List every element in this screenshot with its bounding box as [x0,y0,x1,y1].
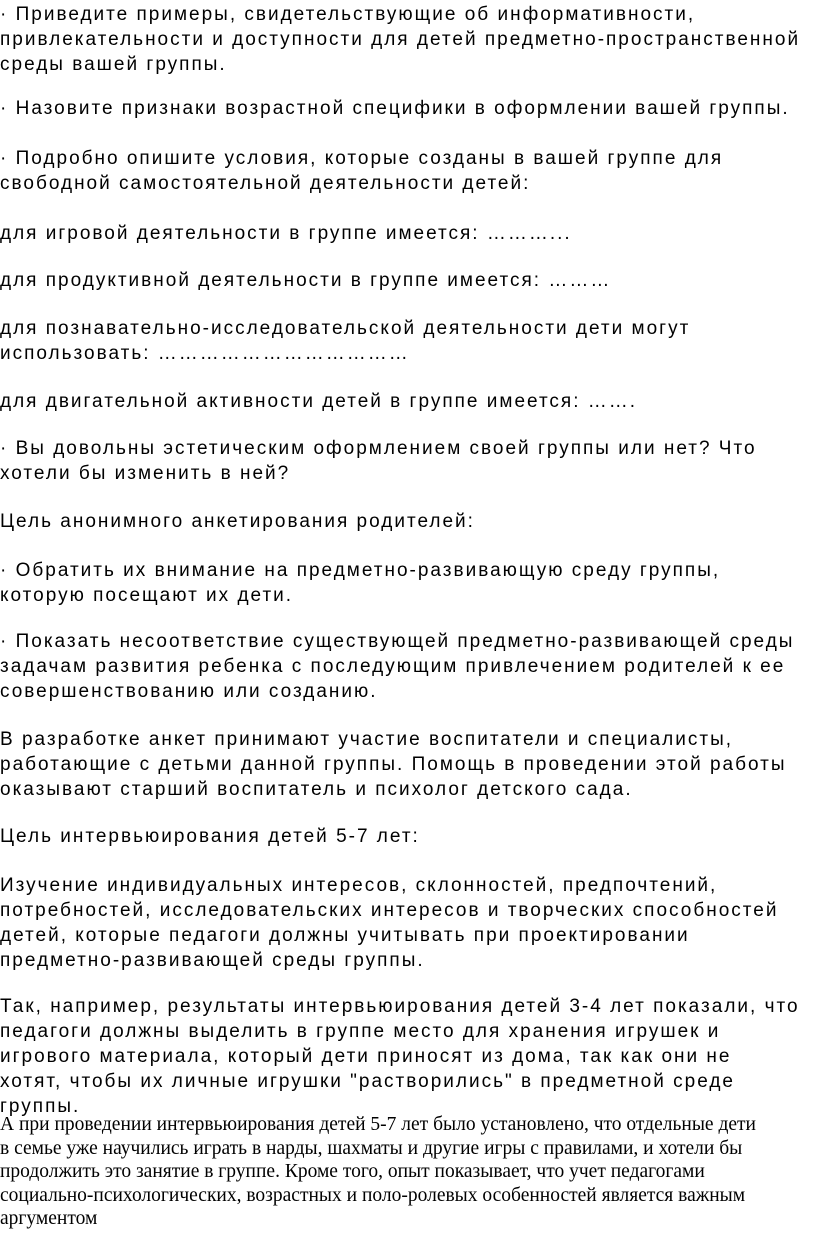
paragraph-interview-goal: Цель интервьюирования детей 5-7 лет: [0,826,420,847]
paragraph-q-age-signs: · Назовите признаки возрастной специфики в оформлении вашей группы. [0,98,790,119]
paragraph-results-3-4: Так, например, результаты интервьюирования детей 3-4 лет показали, что педагоги должны выделить в группе место для хранения игрушек и игрового материала, который дети приносят из дома, так как они не хотят, чтобы их личные игрушки "растворились" в предметной среде группы. [0,996,800,1117]
paragraph-interests-study: Изучение индивидуальных интересов, склонностей, предпочтений, потребностей, исследовательских интересов и творческих способностей детей, которые педагоги должны учитывать при проектировании предметно-развивающей среды группы. [0,875,779,971]
paragraph-questionnaire-dev: В разработке анкет принимают участие воспитатели и специалисты, работающие с детьми данной группы. Помощь в проведении этой работы оказывают старший воспитатель и психолог детского сада. [0,729,787,800]
paragraph-cognitive-activity: для познавательно-исследовательской деятельности дети могут использовать: ……………………………… [0,318,691,364]
paragraph-q-aesthetic: · Вы довольны эстетическим оформлением своей группы или нет? Что хотели бы изменить в ней? [0,438,757,484]
paragraph-parents-attention: · Обратить их внимание на предметно-развивающую среду группы, которую посещают их дети. [0,560,721,606]
paragraph-results-5-7: А при проведении интервьюирования детей 5-7 лет было установлено, что отдельные дети в семье уже научились играть в нарды, шахматы и другие игры с правилами, и хотели бы продолжить это занятие в группе. Кроме того, опыт показывает, что учет педагогами социально-психологических, возрастных и поло-ролевых особенностей является важным аргументом [0,1114,756,1229]
paragraph-q-examples: · Приведите примеры, свидетельствующие об информативности, привлекательности и доступности для детей предметно-пространственной среды вашей группы. [0,4,801,75]
paragraph-productive-activity: для продуктивной деятельности в группе имеется: ……… [0,270,612,291]
paragraph-parents-goal: Цель анонимного анкетирования родителей: [0,511,475,532]
paragraph-motor-activity: для двигательной активности детей в группе имеется: ……. [0,391,638,412]
paragraph-parents-mismatch: · Показать несоответствие существующей предметно-развивающей среды задачам развития ребенка с последующим привлечением родителей к ее совершенствованию или созданию. [0,631,795,702]
paragraph-game-activity: для игровой деятельности в группе имеется: ………... [0,223,572,244]
paragraph-q-conditions: · Подробно опишите условия, которые созданы в вашей группе для свободной самостоятельной деятельности детей: [0,148,724,194]
